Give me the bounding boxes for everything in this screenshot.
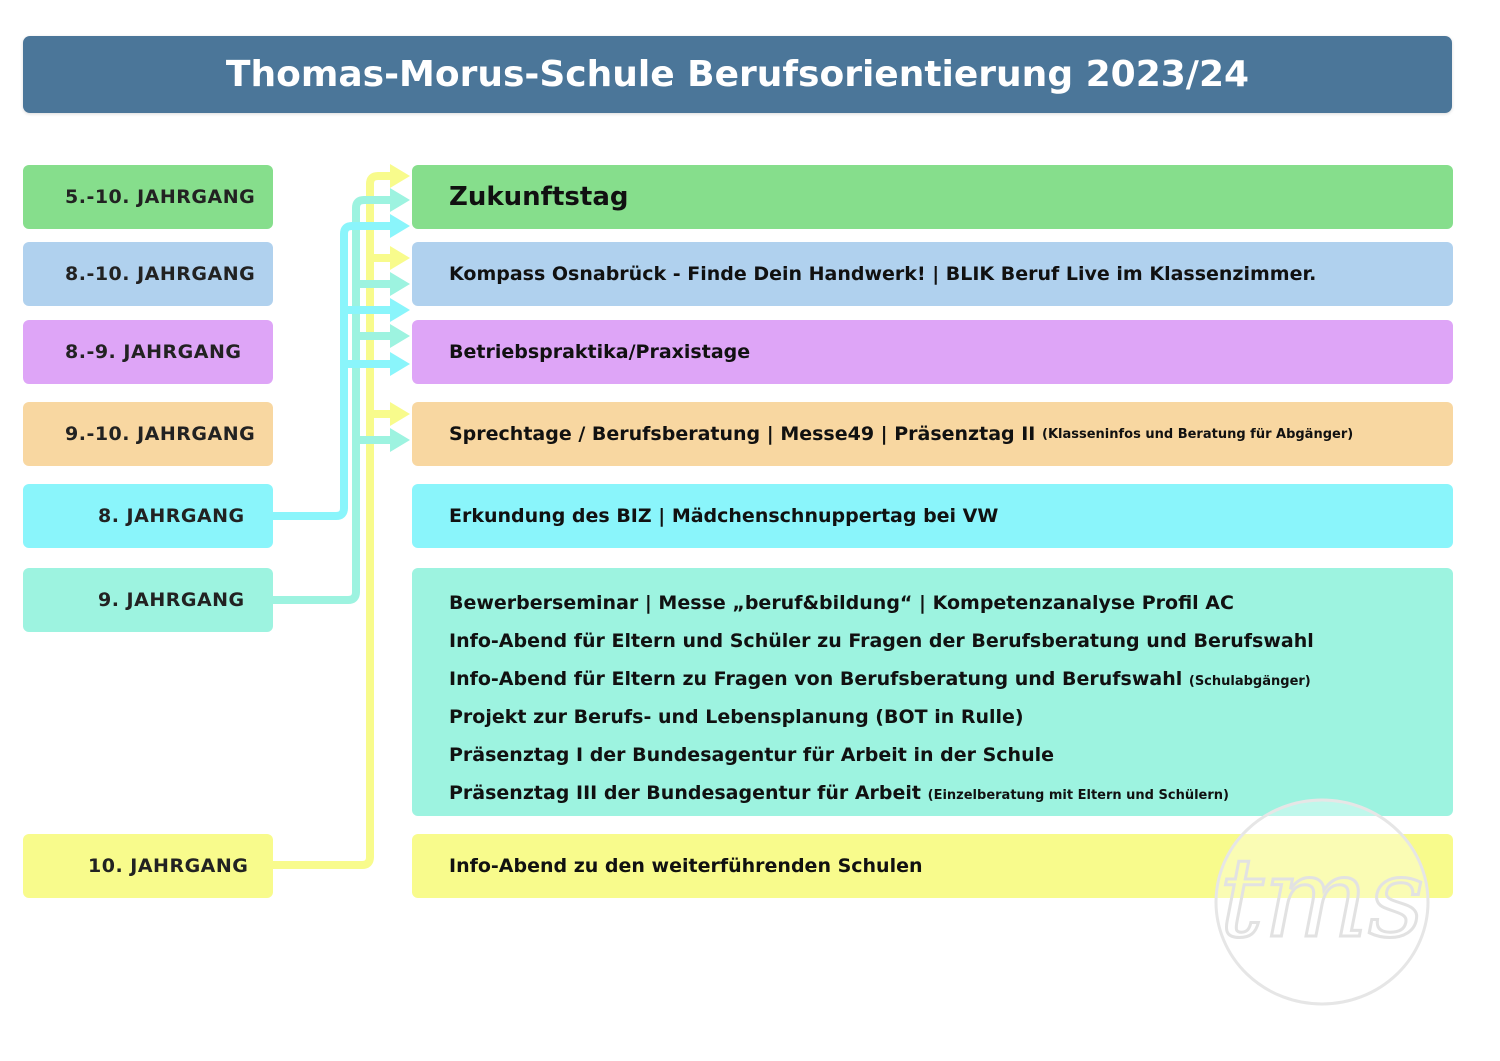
grade9-line-text: Präsenztag I der Bundesagentur für Arbeit in der Schule <box>449 744 1055 766</box>
activity-kompass <box>412 242 1453 306</box>
grade9-line-text: Präsenztag III der Bundesagentur für Arbeit <box>449 782 922 804</box>
grade9-line <box>449 698 1453 736</box>
grade9-line-text: Projekt zur Berufs- und Lebensplanung (BOT in Rulle) <box>449 706 1024 728</box>
grade-5-10: 5.-10. JAHRGANG <box>23 165 273 229</box>
grade-9: 9. JAHRGANG <box>23 568 273 632</box>
activity-sprechtage-note: (Klasseninfos und Beratung für Abgänger) <box>1042 426 1354 442</box>
activity-zukunftstag <box>412 165 1453 229</box>
connector-grade-10 <box>273 176 392 865</box>
grade9-line-note: (Schulabgänger) <box>1188 674 1311 689</box>
activity-erkundung-text: Erkundung des BIZ | Mädchenschnuppertag bei VW <box>449 505 999 527</box>
connector-grade-8 <box>273 226 392 516</box>
activity-kompass-text: Kompass Osnabrück - Finde Dein Handwerk! | BLIK Beruf Live im Klassenzimmer. <box>449 263 1317 285</box>
grade9-line-text: Bewerberseminar | Messe „beruf&bildung“ | Kompetenzanalyse Profil AC <box>449 592 1234 614</box>
activity-zukunftstag-text: Zukunftstag <box>449 182 629 212</box>
activity-sprechtage <box>412 402 1453 466</box>
grade9-line <box>449 584 1453 622</box>
grade9-line-text: Info-Abend für Eltern und Schüler zu Fragen der Berufsberatung und Berufswahl <box>449 630 1314 652</box>
svg-text:tms: tms <box>1219 834 1425 962</box>
grade9-line-note: (Einzelberatung mit Eltern und Schülern) <box>927 788 1229 803</box>
activity-betriebspraktika <box>412 320 1453 384</box>
grade9-line <box>449 660 1453 698</box>
grade-8: 8. JAHRGANG <box>23 484 273 548</box>
grade-8-9: 8.-9. JAHRGANG <box>23 320 273 384</box>
school-logo-watermark <box>1212 796 1432 1008</box>
grade-10: 10. JAHRGANG <box>23 834 273 898</box>
grade9-line <box>449 622 1453 660</box>
activity-infoabend-text: Info-Abend zu den weiterführenden Schulen <box>449 855 923 877</box>
activity-sprechtage-text: Sprechtage / Berufsberatung | Messe49 | Präsenztag II <box>449 423 1036 445</box>
activity-grade-9-list <box>412 568 1453 816</box>
grade-8-10: 8.-10. JAHRGANG <box>23 242 273 306</box>
grade9-line <box>449 736 1453 774</box>
grade-9-10: 9.-10. JAHRGANG <box>23 402 273 466</box>
activity-erkundung <box>412 484 1453 548</box>
grade9-line-text: Info-Abend für Eltern zu Fragen von Berufsberatung und Berufswahl <box>449 668 1183 690</box>
activity-betriebspraktika-text: Betriebspraktika/Praxistage <box>449 341 751 363</box>
page-title: Thomas-Morus-Schule Berufsorientierung 2023/24 <box>23 36 1452 113</box>
connector-grade-8-heads <box>390 214 410 376</box>
